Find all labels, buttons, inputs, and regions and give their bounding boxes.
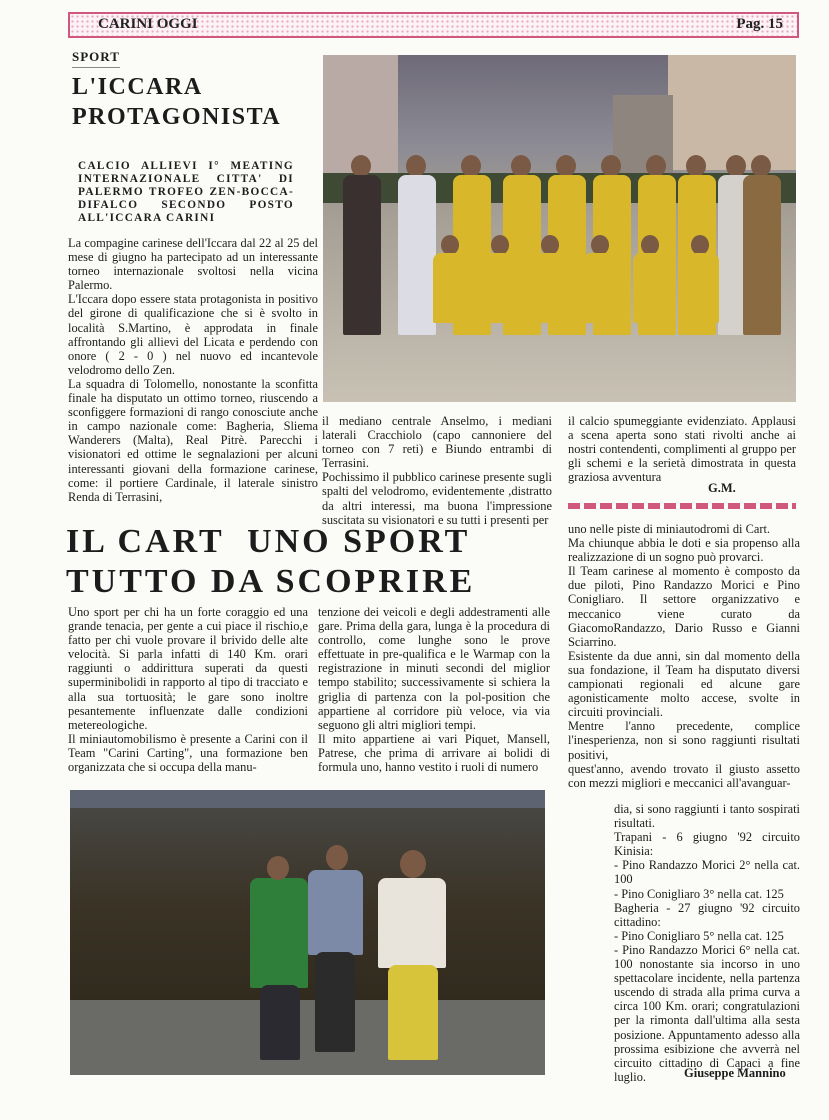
paragraph: tenzione dei veicoli e degli addestramenti alle gare. Prima della gara, lunga è la procedura di controllo, come lunghe sono le prove effettuate in pre-qualifica e le Warmap con la registrazione in minuti secondi del miglior tempo stabilito; successivamente si schiera la griglia di partenza con la pol-position che appartiene al corridore più veloce, via via seguono gli altri migliori tempi.	[318, 605, 550, 732]
player-figure	[398, 175, 436, 335]
paragraph: Bagheria - 27 giugno '92 circuito cittadino:	[614, 900, 800, 929]
paragraph: La squadra di Tolomello, nonostante la sconfitta finale ha disputato un ottimo torneo, riuscendo a sconfiggere formazioni di rango conosciute anche in campo nazionale come: Bagheria, Sliema Wanderers (Malta), Real Pitrè. Parecchi i visionatori ed ottime le segnalazioni per alcuni interessanti giovani della formazione carinese, come: il portiere Cardinale, il laterale sinistro Renda di Terrasini,	[68, 376, 318, 504]
paragraph: quest'anno, avendo trovato il giusto assetto con mezzi migliori e meccanici all'avanguar-	[568, 761, 800, 790]
title-line: L'ICCARA	[72, 74, 203, 100]
player-head	[556, 155, 576, 177]
paragraph: dia, si sono raggiunti i tanto sospirati risultati.	[614, 802, 800, 831]
player-head	[686, 155, 706, 177]
player-figure	[743, 175, 781, 335]
player-figure	[433, 253, 469, 323]
article1-column-1	[68, 236, 318, 504]
player-head	[601, 155, 621, 177]
player-figure	[633, 253, 669, 323]
paragraph: Uno sport per chi ha un forte coraggio ed una grande tenacia, per gente a cui piace il rischio,e fatto per chi vuole provare il brivido delle alte velocità. Si parla infatti di 140 Km. orari raggiunti o addirittura superati da questi superminibolidi in rapporto al tipo di tracciato e alla sua tortuosità; le gare sono inoltre pesantemente influenzate dalle condizioni metereologiche.	[68, 605, 308, 732]
kart-team-photo	[70, 790, 545, 1075]
paragraph: Il miniautomobilismo è presente a Carini con il Team "Carini Carting", una formazione ben organizzata che si occupa della manu-	[68, 731, 308, 775]
article2-column-1	[68, 605, 308, 774]
paragraph: Pochissimo il pubblico carinese presente sugli spalti del velodromo, evidentemente ,distratto da altri interessi, ma buona l'impressione suscitata su visionatori e su tutti i presenti per	[322, 470, 552, 527]
article-subhead: CALCIO ALLIEVI I° MEATING INTERNAZIONALE CITTA' DI PALERMO TROFEO ZEN-BOCCA-DIFALCO SECONDO POSTO ALL'ICCARA CARINI	[78, 160, 294, 224]
player-head	[511, 155, 531, 177]
team-photo	[323, 55, 796, 402]
title-line: IL CART UNO SPORT	[66, 523, 471, 560]
paragraph: Mentre l'anno precedente, complice l'inesperienza, non si sono raggiunti risultati positivi,	[568, 719, 800, 762]
player-head	[751, 155, 771, 177]
paragraph: uno nelle piste di miniautodromi di Cart.	[568, 522, 771, 536]
paragraph: il calcio spumeggiante evidenziato. Applausi a scena aperta sono stati rivolti anche ai nostri contendenti, complimenti al gruppo per gli schemi e la serietà dimostrata in questa graziosa avventura	[568, 414, 796, 485]
player-figure	[483, 253, 519, 323]
article1-column-2	[322, 414, 552, 527]
result-line: - Pino Randazzo Morici 2° nella cat. 100	[614, 858, 800, 887]
paragraph: Il Team carinese al momento è composto da due piloti, Pino Randazzo Morici e Pino Conigliaro. Il settore organizzativo e meccanico viene curato da GiacomoRandazzo, Dario Russo e Gianni Sciarrino.	[568, 564, 800, 649]
page-number: Pag. 15	[736, 16, 783, 32]
paragraph: L'Iccara dopo essere stata protagonista in positivo del girone di qualificazione che si è svolto in località S.Martino, è approdata in finale affrontando gli allievi del Licata e perdendo con onore ( 2 - 0 ) nel nuovo ed incantevole velodromo dello Zen.	[68, 292, 318, 377]
player-head	[691, 235, 709, 255]
article2-column-3	[568, 522, 800, 790]
player-head	[646, 155, 666, 177]
player-figure	[533, 253, 569, 323]
result-line: - Pino Conigliaro 3° nella cat. 125	[614, 886, 784, 901]
player-head	[541, 235, 559, 255]
player-head	[441, 235, 459, 255]
article-title	[72, 72, 281, 132]
player-head	[591, 235, 609, 255]
paragraph: Trapani - 6 giugno '92 circuito Kinisia:	[614, 830, 800, 859]
player-head	[406, 155, 426, 177]
article2-column-2	[318, 605, 550, 774]
article2-title	[66, 522, 475, 602]
player-head	[351, 155, 371, 177]
paragraph: Esistente da due anni, sin dal momento della sua fondazione, il Team ha disputato diversi campionati regionali ed alcune gare agonisticamente molto accese, svolte in circuiti provinciali.	[568, 648, 800, 720]
article1-column-3	[568, 414, 796, 484]
page-header	[68, 12, 799, 38]
player-head	[726, 155, 746, 177]
player-head	[461, 155, 481, 177]
section-divider	[568, 503, 796, 509]
paragraph: La compagine carinese dell'Iccara dal 22 al 25 del mese di giugno ha partecipato ad un interessante torneo internazionale svoltosi nella vicina Palermo.	[68, 236, 318, 293]
paragraph: il mediano centrale Anselmo, i mediani laterali Cracchiolo (capo cannoniere del torneo con 7 reti) e Biundo entrambi di Terrasini.	[322, 414, 552, 471]
author-signature: Giuseppe Mannino	[684, 1066, 786, 1080]
player-figure	[583, 253, 619, 323]
publication-name: CARINI OGGI	[98, 16, 198, 32]
player-head	[641, 235, 659, 255]
player-figure	[683, 253, 719, 323]
result-line: - Pino Conigliaro 5° nella cat. 125	[614, 928, 784, 943]
player-head	[491, 235, 509, 255]
player-figure	[343, 175, 381, 335]
result-line: - Pino Randazzo Morici 6° nella cat. 100 nonostante sia incorso in uno spettacolare incidente, nella partenza uscendo di strada alla prima curva a circa 100 Km. orari; congratulazioni per la rimonta dall'ultima alla sesta posizione. Appuntamento adesso alla prossima esibizione che avverrà nel circuito cittadino di Capaci a fine luglio.	[614, 942, 800, 1084]
paragraph: Il mito appartiene ai vari Piquet, Mansell, Patrese, che prima di arrivare ai bolidi di formula uno, hanno vestito i ruoli di numero	[318, 731, 550, 775]
title-line: TUTTO DA SCOPRIRE	[66, 563, 476, 600]
title-line: PROTAGONISTA	[72, 104, 282, 130]
paragraph: Ma chiunque abbia le doti e sia propenso alla realizzazione di un sogno può provarci.	[568, 536, 800, 565]
article2-results	[614, 802, 800, 1084]
author-initials: G.M.	[708, 481, 736, 495]
section-label: SPORT	[72, 49, 120, 68]
